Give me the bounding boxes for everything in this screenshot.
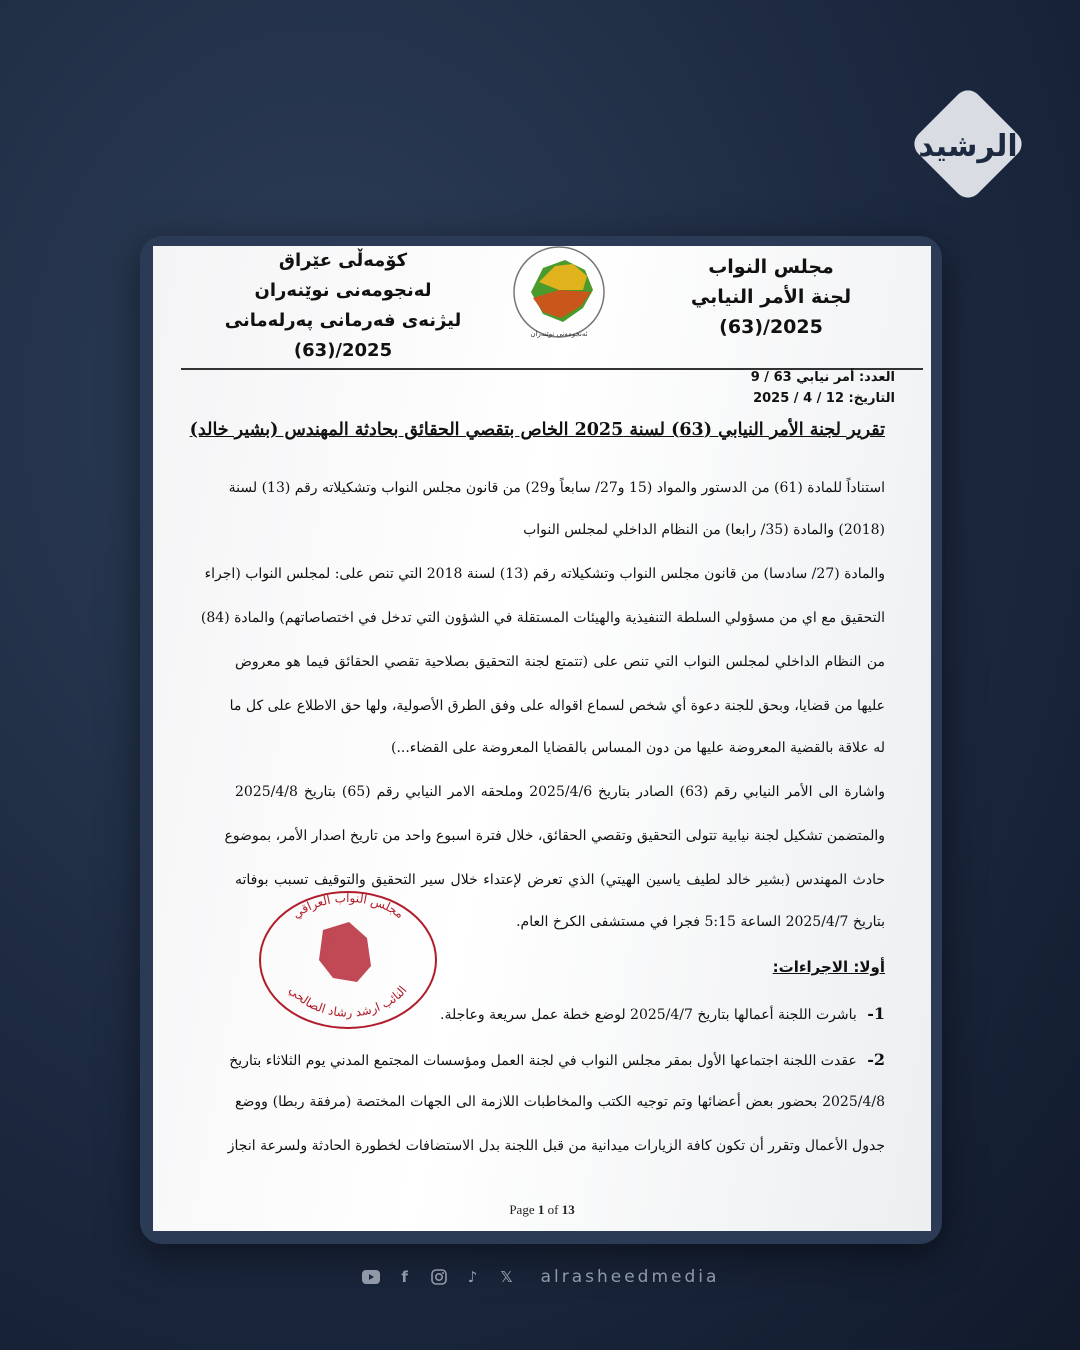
item-text: 2025/4/8 بحضور بعض أعضائها وتم توجيه الكتب والمخاطبات اللازمة الى الجهات المختصة (مرفقة ربطا) ووضع — [235, 1094, 885, 1110]
official-stamp — [253, 882, 443, 1032]
body-line: والمادة (27/ سادسا) من قانون مجلس النواب وتشكيلاته رقم (13) لسنة 2018 التي تنص على: لمجلس النواب (اجراء — [204, 566, 885, 582]
kurdish-header-line: کۆمەڵی عێراق — [278, 250, 408, 271]
body-line: استناداً للمادة (61) من الدستور والمواد (15 و27/ سابعاً و29) من قانون مجلس النواب وتشكيلاته رقم (13) لسنة — [228, 480, 885, 496]
kurdish-header — [223, 246, 463, 366]
item-number: 2- — [867, 1050, 885, 1069]
body-line: له علاقة بالقضية المعروضة عليها من دون المساس بالقضايا المعروضة على القضاء...) — [390, 740, 885, 756]
page-of: of — [547, 1202, 559, 1217]
page-indicator — [153, 1202, 931, 1218]
item-text: جدول الأعمال وتقرر أن تكون كافة الزيارات ميدانية من قبل اللجنة بدل الاستضافات لخطورة الحادثة ولسرعة انجاز — [227, 1138, 885, 1154]
page-current: 1 — [537, 1202, 545, 1217]
body-line: واشارة الى الأمر النيابي رقم (63) الصادر بتاريخ 2025/4/6 وملحقه الامر النيابي رقم (65) بتاريخ 2025/4/8 — [235, 784, 885, 800]
page-label: Page — [509, 1202, 535, 1217]
svg-text:مجلس النواب العراقي — [290, 891, 407, 921]
social-handle: alrasheedmedia — [540, 1267, 720, 1287]
body-line: (2018) والمادة (35/ رابعا) من النظام الداخلي لمجلس النواب — [523, 522, 885, 538]
body-line: بتاريخ 2025/4/7 الساعة 5:15 فجرا في مستشفى الكرخ العام. — [516, 914, 885, 930]
arabic-header-line: مجلس النواب — [708, 256, 834, 278]
social-footer — [0, 1262, 1080, 1292]
body-line: حادث المهندس (بشير خالد لطيف ياسين الهيتي) الذي تعرض لإعتداء خلال سير التحقيق والتوقيف تسبب بوفاته — [235, 872, 885, 888]
emblem-caption: ئەنجومەنی نوێنەران — [530, 330, 588, 338]
arabic-header-line: 2025/(63) — [719, 316, 823, 338]
document-date: التاريخ: 12 / 4 / 2025 — [753, 391, 895, 406]
instagram-icon[interactable] — [429, 1267, 449, 1287]
arabic-header — [671, 252, 871, 342]
body-line: والمتضمن تشكيل لجنة نيابية تتولى التحقيق وتقصي الحقائق، خلال فترة اسبوع واحد من تاريخ اصدار الأمر، بموضوع — [224, 828, 885, 844]
logo-text: الرشيد — [918, 129, 1018, 164]
facebook-icon[interactable]: f — [401, 1268, 408, 1286]
svg-text:النائب ارشد رشاد الصالحي — [286, 983, 409, 1021]
list-item — [440, 1004, 885, 1023]
document-page — [153, 246, 931, 1231]
kurdish-header-line: لەنجومەنی نوێنەران — [254, 280, 432, 301]
section-heading: أولا: الاجراءات: — [772, 958, 885, 976]
alrasheed-logo — [902, 78, 1034, 210]
parliament-emblem — [503, 246, 615, 346]
youtube-icon[interactable] — [361, 1267, 381, 1287]
stamp-top-text: مجلس النواب العراقي — [289, 890, 407, 922]
page-total: 13 — [561, 1202, 575, 1217]
report-title: تقرير لجنة الأمر النيابي (63) لسنة 2025 الخاص بتقصي الحقائق بحادثة المهندس (بشير خالد) — [189, 420, 885, 440]
kurdish-header-line: لیژنەی فەرمانی پەرلەمانی — [224, 310, 462, 331]
item-text: عقدت اللجنة اجتماعها الأول بمقر مجلس النواب في لجنة العمل ومؤسسات المجتمع المدني يوم الثلاثاء بتاريخ — [229, 1053, 857, 1069]
arabic-header-line: لجنة الأمر النيابي — [690, 286, 852, 308]
body-line: التحقيق مع اي من مسؤولي السلطة التنفيذية والهيئات المستقلة في الشؤون التي تدخل في اختصاصاتهم) والمادة (84) — [200, 610, 885, 626]
body-line: من النظام الداخلي لمجلس النواب التي تنص على (تتمتع لجنة التحقيق بصلاحية تقصي الحقائق فيما هو معروض — [235, 654, 885, 670]
item-number: 1- — [867, 1004, 885, 1023]
body-line: عليها من قضايا، وبحق للجنة دعوة أي شخص لسماع اقواله على وفق الطرق الأصولية، ولها حق الاطلاع على كل ما — [229, 698, 885, 714]
x-icon[interactable]: 𝕏 — [500, 1268, 513, 1286]
item-text: باشرت اللجنة أعمالها بتاريخ 2025/4/7 لوضع خطة عمل سريعة وعاجلة. — [440, 1007, 857, 1023]
reference-number: العدد: أمر نيابي 63 / 9 — [750, 370, 895, 385]
kurdish-header-line: 2025/(63) — [293, 340, 393, 361]
list-item — [229, 1050, 885, 1069]
tiktok-icon[interactable]: ♪ — [467, 1268, 478, 1286]
stamp-bottom-text: النائب ارشد رشاد الصالحي — [286, 982, 410, 1020]
